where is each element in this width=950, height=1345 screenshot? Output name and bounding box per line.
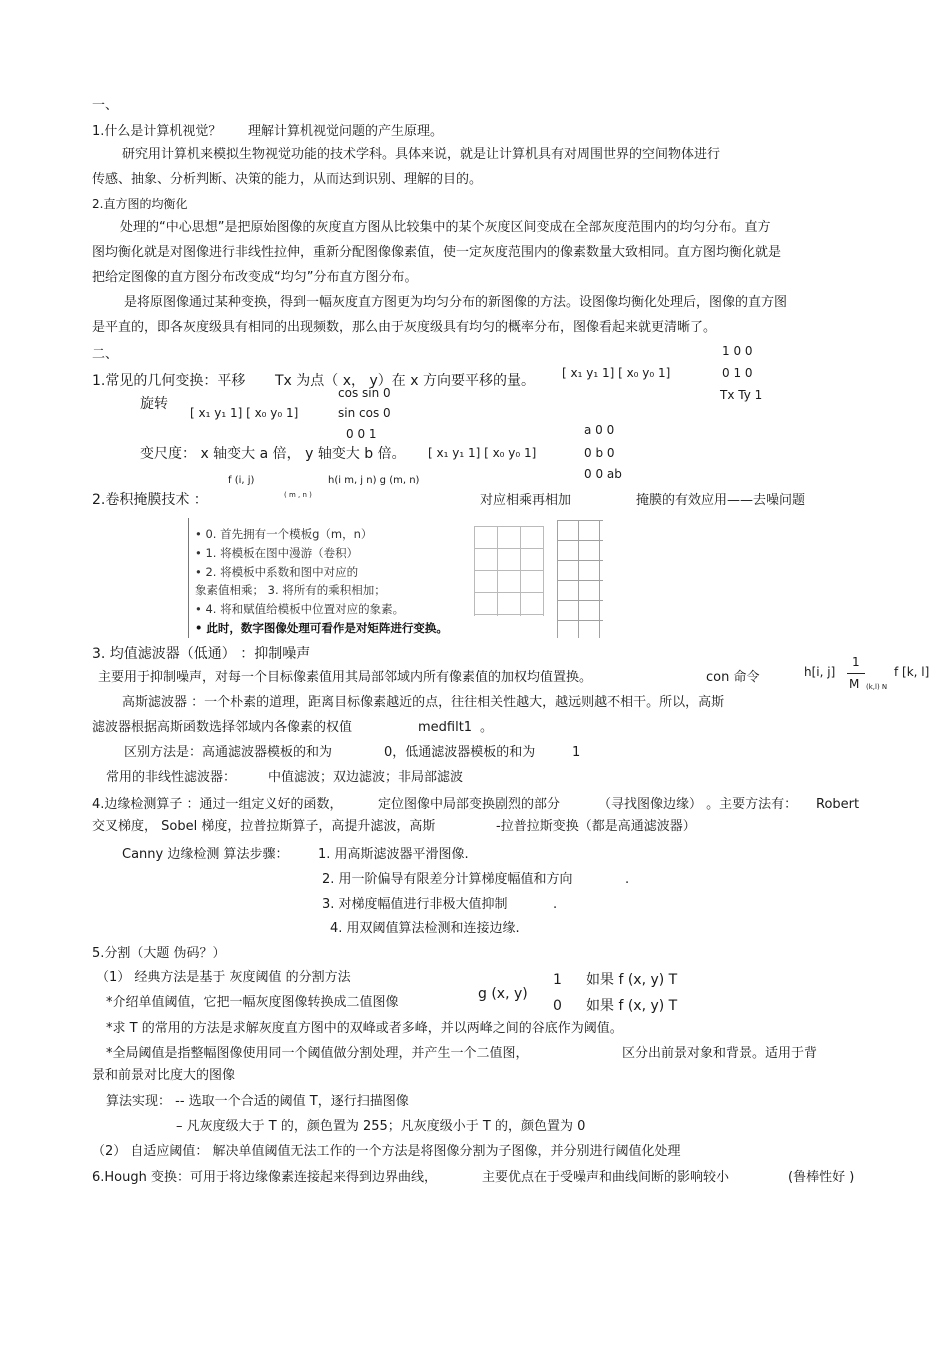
convolution-formula-left: f (i, j) xyxy=(228,475,255,486)
rotation-label: 旋转 xyxy=(140,396,168,412)
threshold-case-zero: 0 xyxy=(553,998,562,1014)
canny-step-4: 4. 用双阈值算法检测和连接边缘. xyxy=(330,921,520,936)
template-grid-graphic xyxy=(474,526,544,616)
edge-detection-robert: Robert xyxy=(816,797,860,812)
nonlinear-filters-label: 常用的非线性滤波器： xyxy=(106,770,237,785)
edge-detection-line2-end: -拉普拉斯变换（都是高通滤波器） xyxy=(496,819,696,834)
convolution-note-multiply-add: 对应相乘再相加 xyxy=(480,493,572,508)
scale-matrix-row2: 0 b 0 xyxy=(584,446,615,460)
canny-heading: Canny 边缘检测 算法步骤： xyxy=(122,847,289,862)
threshold-condition-above: 如果 f (x, y) T xyxy=(586,972,678,988)
q2-paragraph-line4: 是将原图像通过某种变换，得到一幅灰度直方图更为均匀分布的新图像的方法。设图像均衡化处理后，图像的直方图 xyxy=(124,295,788,310)
canny-step-1: 1. 用高斯滤波器平滑图像. xyxy=(318,847,469,862)
rotation-matrix-row1: cos sin 0 xyxy=(338,386,391,400)
filter-distinction: 区别方法是：高通滤波器模板的和为 xyxy=(124,745,333,760)
mean-formula-numerator: 1 xyxy=(852,655,860,669)
q1-paragraph-line1: 研究用计算机来模拟生物视觉功能的技术学科。具体来说，就是让计算机具有对周围世界的空间物体进行 xyxy=(122,147,721,162)
translation-description: Tx 为点（ x， y）在 x 方向要平移的量。 xyxy=(275,373,535,389)
slide-line-5: • 4. 将和赋值给模板中位置对应的象素。 xyxy=(195,602,405,616)
segmentation-single-threshold: *介绍单值阈值，它把一幅灰度图像转换成二值图像 xyxy=(106,995,399,1010)
convolution-title: 2.卷积掩膜技术 ： xyxy=(92,492,208,508)
filter-distinction-low: 0，低通滤波器模板的和为 xyxy=(384,745,536,760)
slide-line-6: • 此时，数字图像处理可看作是对矩阵进行变换。 xyxy=(195,621,448,635)
hough-transform-robust: (鲁棒性好 ) xyxy=(788,1170,855,1185)
mean-formula-fraction-bar xyxy=(847,673,865,674)
translation-matrix-row1: 1 0 0 xyxy=(722,344,753,358)
hough-transform-advantage: 主要优点在于受噪声和曲线间断的影响较小 xyxy=(482,1170,730,1185)
algorithm-step-2: – 凡灰度级大于 T 的，颜色置为 255；凡灰度级小于 T 的，颜色置为 0 xyxy=(176,1119,586,1134)
gaussian-filter-line2: 滤波器根据高斯函数选择邻域内各像素的权值 xyxy=(92,720,353,735)
q2-paragraph-line1: 处理的“中心思想”是把原始图像的灰度直方图从比较集中的某个灰度区间变成在全部灰度范围内的均匀分布。直方 xyxy=(120,220,771,235)
canny-step-2-dot: . xyxy=(625,872,630,887)
convolution-note-denoise: 掩膜的有效应用——去噪问题 xyxy=(636,493,806,508)
q2-paragraph-line2: 图均衡化就是对图像进行非线性拉伸，重新分配图像像素值，使一定灰度范围内的像素数量大致相同。直方图均衡化就是 xyxy=(92,245,782,260)
gaussian-filter-medfilt: medfilt1 xyxy=(418,720,473,735)
segmentation-classic: （1） 经典方法是基于 灰度阈值 的分割方法 xyxy=(96,970,351,985)
image-grid-graphic xyxy=(557,520,603,638)
mean-filter-description: 主要用于抑制噪声，对每一个目标像素值用其局部邻域内所有像素值的加权均值置换。 xyxy=(98,670,593,685)
geometric-transform-title: 1.常见的几何变换：平移 xyxy=(92,373,246,389)
convolution-formula-subscript: ( m , n ) xyxy=(284,491,312,499)
convolution-formula-right: h(i m, j n) g (m, n) xyxy=(328,475,420,486)
mean-formula-subscript: (k,l) N xyxy=(866,683,888,691)
translation-matrix-row2: 0 1 0 xyxy=(722,366,753,380)
q2-paragraph-line5: 是平直的，即各灰度级具有相同的出现频数，那么由于灰度级具有均匀的概率分布，图像看起来就更清晰了。 xyxy=(92,320,717,335)
segmentation-global-threshold: *全局阈值是指整幅图像使用同一个阈值做分割处理，并产生一个二值图， xyxy=(106,1046,529,1061)
scale-matrix-row1: a 0 0 xyxy=(584,423,615,437)
section-two-heading: 二、 xyxy=(92,347,119,362)
translation-matrix-row3: Tx Ty 1 xyxy=(720,388,763,402)
q1-title-2: 理解计算机视觉问题的产生原理。 xyxy=(248,124,444,139)
rotation-matrix-row2: sin cos 0 xyxy=(338,406,391,420)
nonlinear-filters-list: 中值滤波；双边滤波；非局部滤波 xyxy=(268,770,464,785)
slide-line-2: • 1. 将模板在图中漫游（卷积） xyxy=(195,546,359,560)
edge-detection-line2: 交叉梯度， Sobel 梯度，拉普拉斯算子，高提升滤波，高斯 xyxy=(92,819,436,834)
scale-matrix-row3: 0 0 ab xyxy=(584,467,622,481)
threshold-case-one: 1 xyxy=(553,972,562,988)
filter-distinction-one: 1 xyxy=(572,745,581,760)
segmentation-adaptive: （2） 自适应阈值： 解决单值阈值无法工作的一个方法是将图像分割为子图像，并分别进行阈值化处理 xyxy=(92,1144,681,1159)
slide-line-4: 象素值相乘； 3. 将所有的乘积相加； xyxy=(195,583,386,597)
slide-line-1: • 0. 首先拥有一个模板g（m，n） xyxy=(195,527,373,541)
threshold-function-g: g (x, y) xyxy=(478,986,528,1002)
rotation-matrix-row3: 0 0 1 xyxy=(346,427,377,441)
slide-line-3: • 2. 将模板中系数和图中对应的 xyxy=(195,565,359,579)
gaussian-filter-line1: 高斯滤波器 ：一个朴素的道理，距离目标像素越近的点，往往相关性越大，越远则越不相干。所以，高斯 xyxy=(122,695,725,710)
convolution-slide-image xyxy=(188,518,603,638)
q2-title: 2.直方图的均衡化 xyxy=(92,197,188,211)
translation-matrix-lhs: [ x₁ y₁ 1] [ x₀ y₀ 1] xyxy=(562,366,671,380)
mean-filter-con-command: con 命令 xyxy=(706,670,760,685)
hough-transform-line: 6.Hough 变换：可用于将边缘像素连接起来得到边界曲线， xyxy=(92,1170,437,1185)
mean-formula-f: f [k, l] xyxy=(894,665,930,679)
mean-formula-h: h[i, j] xyxy=(804,665,836,679)
q1-paragraph-line2: 传感、抽象、分析判断、决策的能力，从而达到识别、理解的目的。 xyxy=(92,172,483,187)
gaussian-filter-period: 。 xyxy=(480,720,494,735)
segmentation-global-threshold-line2: 景和前景对比度大的图像 xyxy=(92,1068,236,1083)
rotation-matrix-lhs: [ x₁ y₁ 1] [ x₀ y₀ 1] xyxy=(190,406,299,420)
q2-paragraph-line3: 把给定图像的直方图分布改变成“均匀”分布直方图分布。 xyxy=(92,270,418,285)
mean-formula-denominator: M xyxy=(849,677,860,691)
mean-filter-title: 3. 均值滤波器（低通） ：抑制噪声 xyxy=(92,646,311,662)
edge-detection-line1: 4.边缘检测算子 ：通过一组定义好的函数， xyxy=(92,797,343,812)
threshold-condition-below: 如果 f (x, y) T xyxy=(586,998,678,1014)
segmentation-title: 5.分割（大题 伪码？） xyxy=(92,946,226,961)
section-one-heading: 一、 xyxy=(92,98,119,113)
canny-step-3: 3. 对梯度幅值进行非极大值抑制 xyxy=(322,897,508,912)
q1-title: 1.什么是计算机视觉？ xyxy=(92,124,222,139)
algorithm-step-1: 算法实现： -- 选取一个合适的阈值 T，逐行扫描图像 xyxy=(106,1094,409,1109)
scale-description: 变尺度： x 轴变大 a 倍， y 轴变大 b 倍。 xyxy=(140,446,406,462)
edge-detection-line1-mid: 定位图像中局部变换剧烈的部分 xyxy=(378,797,561,812)
canny-step-2: 2. 用一阶偏导有限差分计算梯度幅值和方向 xyxy=(322,872,573,887)
scale-matrix-lhs: [ x₁ y₁ 1] [ x₀ y₀ 1] xyxy=(428,446,537,460)
canny-step-3-dot: . xyxy=(553,897,558,912)
edge-detection-line1-end: （寻找图像边缘） 。主要方法有： xyxy=(598,797,798,812)
segmentation-find-t: *求 T 的常用的方法是求解灰度直方图中的双峰或者多峰，并以两峰之间的谷底作为阈值。 xyxy=(106,1021,623,1036)
segmentation-global-threshold-end: 区分出前景对象和背景。适用于背 xyxy=(622,1046,818,1061)
